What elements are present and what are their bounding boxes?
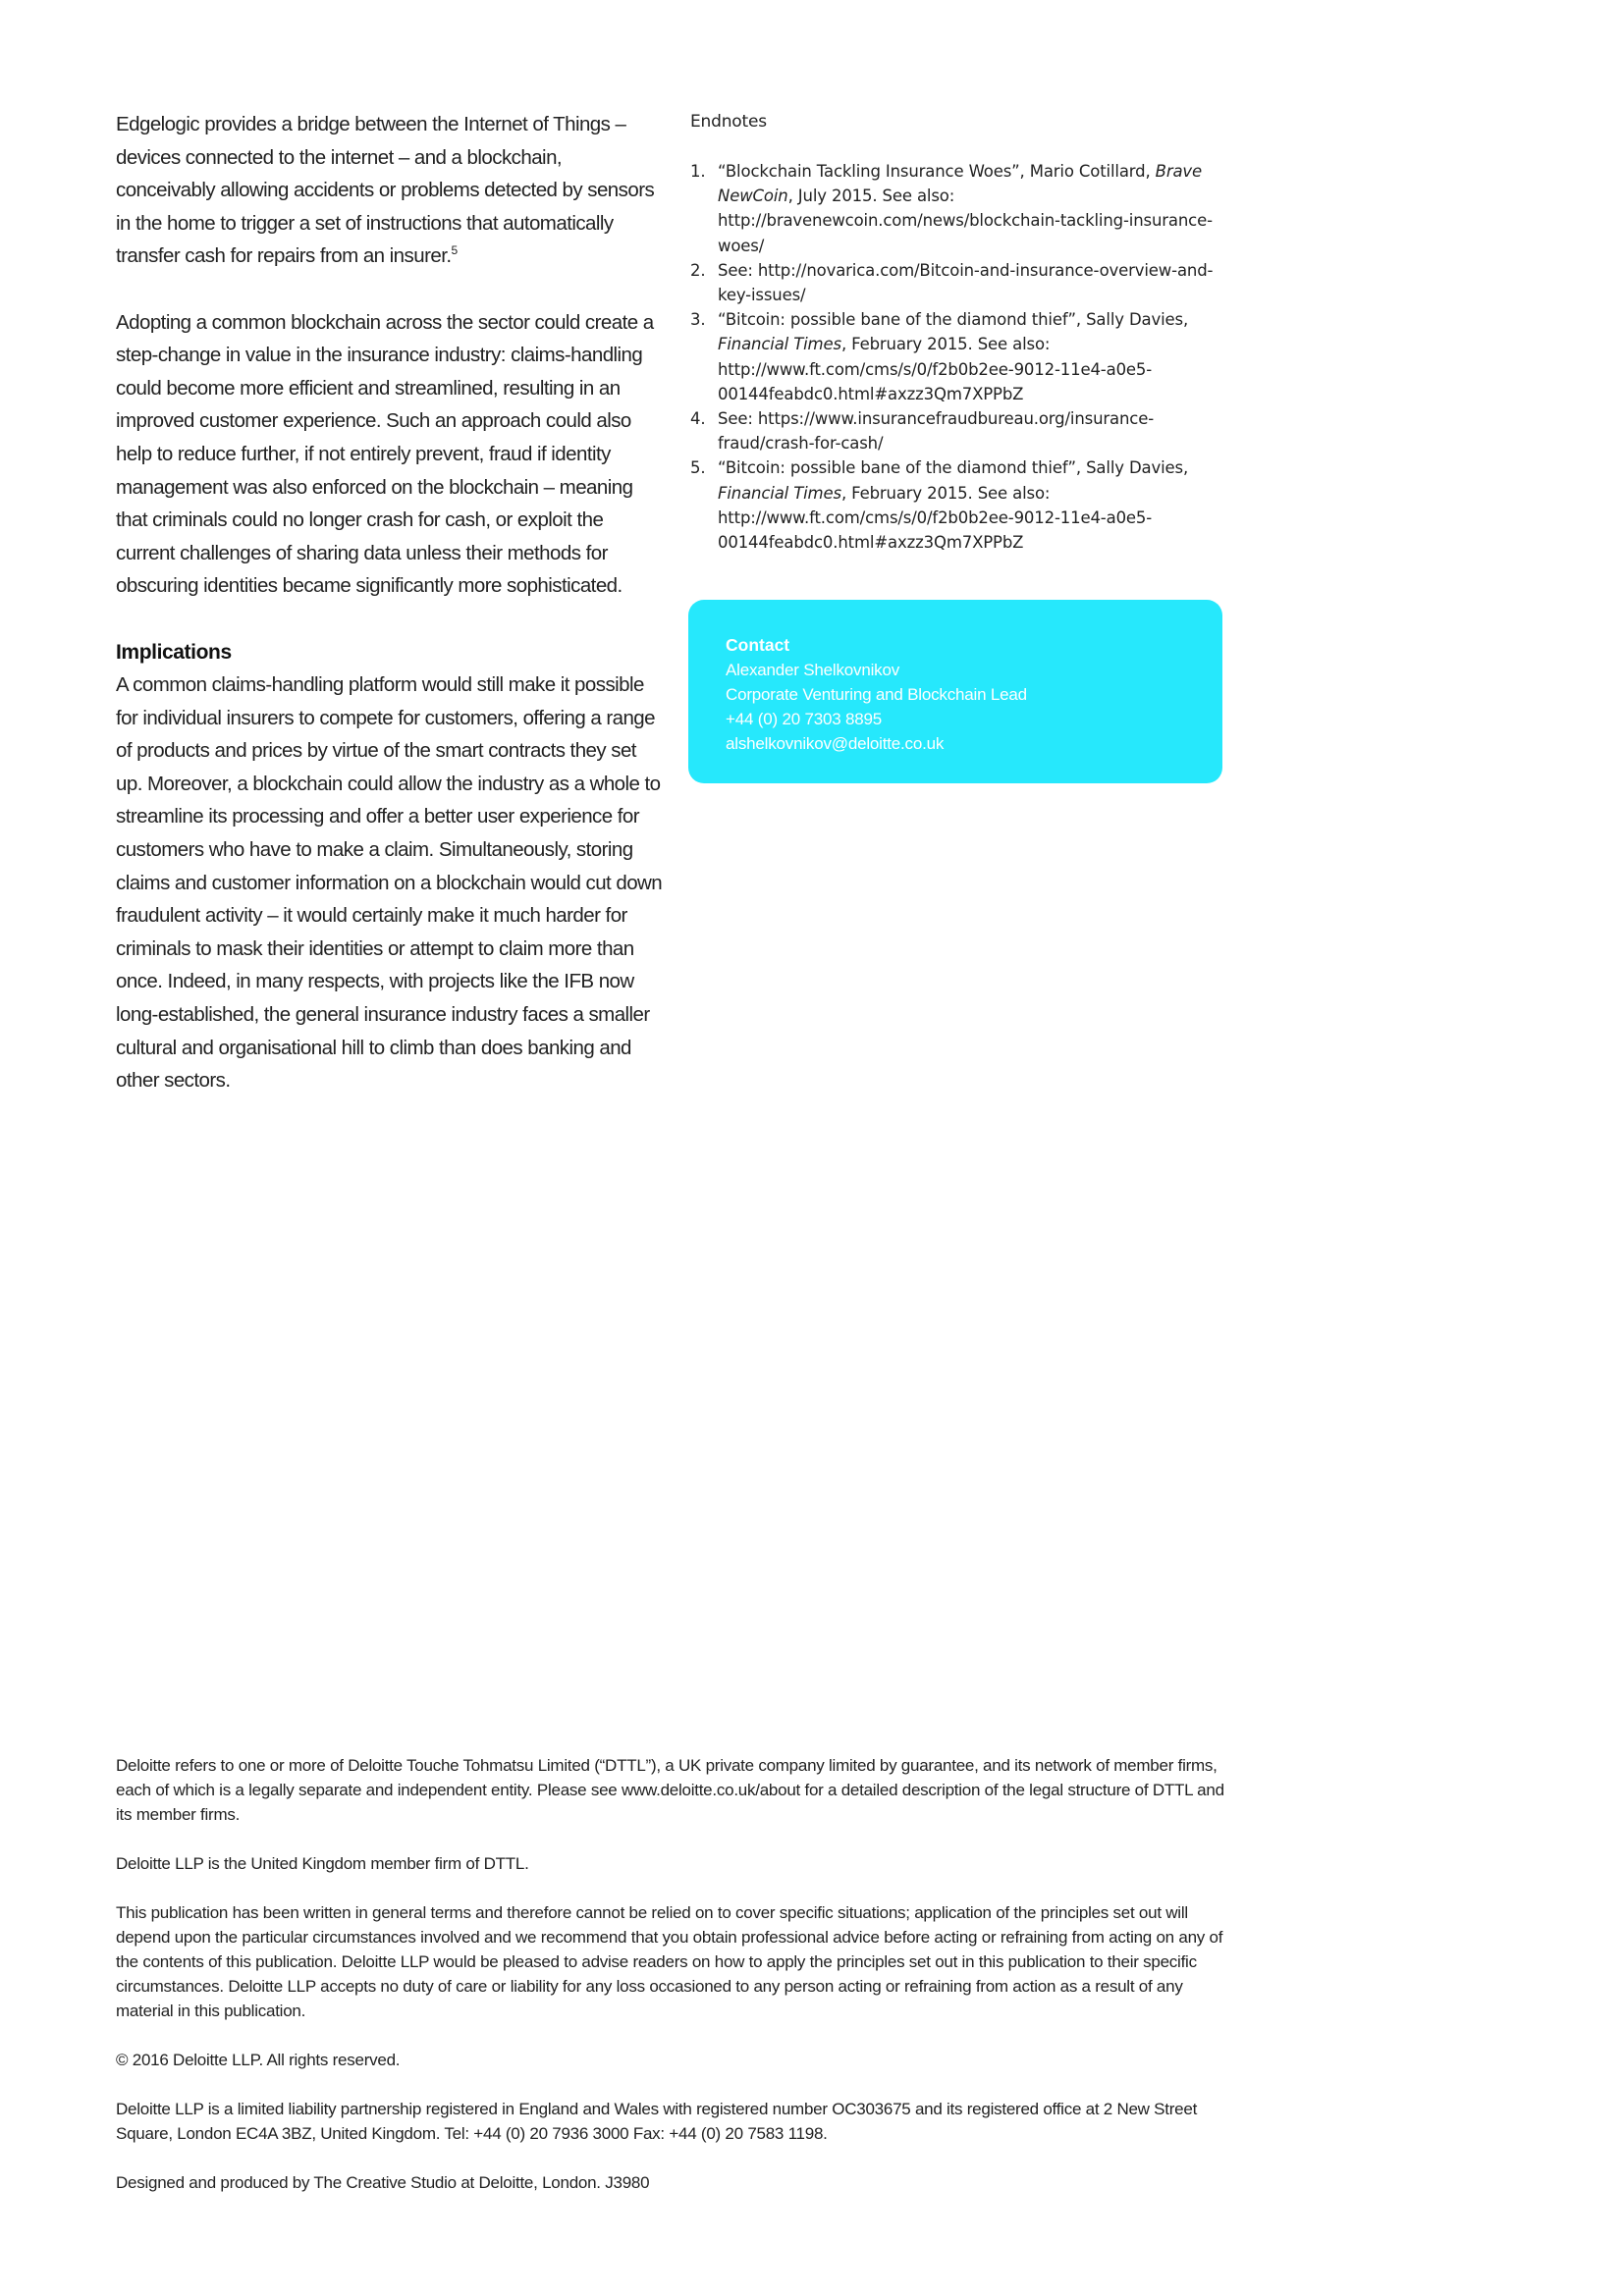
footer-registration: Deloitte LLP is a limited liability partnership registered in England and Wales with registered number OC303675 and its registered office at 2 New Street Square, London EC4A 3BZ, United Kingdom. Tel: +44 (0) 20 7936 3000 Fax: +44 (0) 20 7583 1198. [116, 2100, 1198, 2143]
section-heading-implications: Implications [116, 640, 232, 664]
endnote-item [690, 406, 1230, 455]
endnote-link-text[interactable]: See: https://www.insurancefraudbureau.org/insurance-fraud/crash-for-cash/ [718, 409, 1155, 454]
paragraph-text: Edgelogic provides a bridge between the Internet of Things – devices connected to the internet – and a blockchain, conceivably allowing accidents or problems detected by sensors in the home to trigger a set of instructions that automatically transfer cash for repairs from an insurer. [116, 113, 655, 268]
endnote-number: 1. [690, 162, 706, 181]
footer-member-firm: Deloitte LLP is the United Kingdom member firm of DTTL. [116, 1854, 529, 1873]
endnote-number: 3. [690, 310, 706, 330]
footer-production-credit: Designed and produced by The Creative Studio at Deloitte, London. J3980 [116, 2173, 650, 2192]
footer-copyright: © 2016 Deloitte LLP. All rights reserved. [116, 2051, 401, 2069]
endnote-number: 5. [690, 458, 706, 478]
contact-title: Contact [726, 635, 790, 655]
endnote-link-text[interactable]: , July 2015. See also: http://bravenewcoin.com/news/blockchain-tackling-insurance-woes/ [718, 187, 1213, 255]
endnote-item [690, 159, 1230, 258]
contact-card [688, 600, 1222, 783]
footer-disclaimer: This publication has been written in general terms and therefore cannot be relied on to cover specific situations; application of the principles set out will depend upon the particular circumstances involved and we recommend that you obtain professional advice before acting or refraining from acting on any of the contents of this publication. Deloitte LLP would be pleased to advise readers on how to apply the principles set out in this publication to their specific circumstances. Deloitte LLP accepts no duty of care or liability for any loss occasioned to any person acting or refraining from action as a result of any material in this publication. [116, 1903, 1223, 2020]
footnote-reference[interactable]: 5 [451, 243, 458, 258]
legal-footer [116, 1753, 1235, 2219]
paragraph-spacer [116, 603, 666, 636]
paragraph-implications: A common claims-handling platform would still make it possible for individual insurers to compete for customers, offering a range of products and prices by virtue of the smart contracts they set up. Moreover, a blockchain could allow the industry as a whole to streamline its processing and offer a better user experience for customers who have to make a claim. Simultaneously, storing claims and customer information on a blockchain would cut down fraudulent activity – it would certainly make it much harder for criminals to mask their identities or attempt to claim more than once. Indeed, in many respects, with projects like the IFB now long-established, the general insurance industry faces a smaller cultural and organisational hill to climb than does banking and other sectors. [116, 673, 663, 1093]
paragraph-spacer [116, 273, 666, 306]
contact-phone[interactable]: +44 (0) 20 7303 8895 [726, 710, 883, 728]
paragraph-common-blockchain: Adopting a common blockchain across the sector could create a step-change in value in the insurance industry: claims-handling could become more efficient and streamlined, resulting in an improved customer experience. Such an approach could also help to reduce further, if not entirely prevent, fraud if identity management was also enforced on the blockchain – meaning that criminals could no longer crash for cash, or exploit the current challenges of sharing data unless their methods for obscuring identities became significantly more sophisticated. [116, 310, 654, 598]
endnote-item [690, 307, 1230, 406]
endnotes-title: Endnotes [690, 112, 767, 132]
endnote-text: “Bitcoin: possible bane of the diamond thief”, Sally Davies, [718, 310, 1189, 330]
paragraph-edgelogic [116, 108, 666, 273]
contact-role: Corporate Venturing and Blockchain Lead [726, 685, 1027, 704]
endnote-number: 4. [690, 409, 706, 429]
endnote-link-text[interactable]: See: http://novarica.com/Bitcoin-and-insurance-overview-and-key-issues/ [718, 260, 1214, 305]
endnotes-column [690, 110, 1230, 555]
endnote-text: “Bitcoin: possible bane of the diamond thief”, Sally Davies, [718, 458, 1189, 478]
contact-name: Alexander Shelkovnikov [726, 661, 900, 679]
endnote-publication: Brave NewCoin [718, 162, 1203, 206]
endnote-item [690, 258, 1230, 307]
endnote-publication: Financial Times [718, 483, 841, 503]
footer-dttl-description: Deloitte refers to one or more of Deloitte Touche Tohmatsu Limited (“DTTL”), a UK private company limited by guarantee, and its network of member firms, each of which is a legally separate and independent entity. Please see www.deloitte.co.uk/about for a detailed description of the legal structure of DTTL and its member firms. [116, 1756, 1224, 1824]
endnotes-list [690, 159, 1230, 555]
main-article-column [116, 108, 666, 1097]
contact-email[interactable]: alshelkovnikov@deloitte.co.uk [726, 734, 945, 753]
endnote-publication: Financial Times [718, 335, 841, 354]
endnote-text: “Blockchain Tackling Insurance Woes”, Mario Cotillard, [718, 162, 1156, 181]
endnote-item [690, 455, 1230, 555]
endnote-link-text[interactable]: , February 2015. See also: http://www.ft.com/cms/s/0/f2b0b2ee-9012-11e4-a0e5-00144feabdc0.html#axzz3Qm7XPPbZ [718, 483, 1153, 553]
endnote-link-text[interactable]: , February 2015. See also: http://www.ft.com/cms/s/0/f2b0b2ee-9012-11e4-a0e5-00144feabdc0.html#axzz3Qm7XPPbZ [718, 335, 1153, 403]
endnote-number: 2. [690, 260, 706, 280]
